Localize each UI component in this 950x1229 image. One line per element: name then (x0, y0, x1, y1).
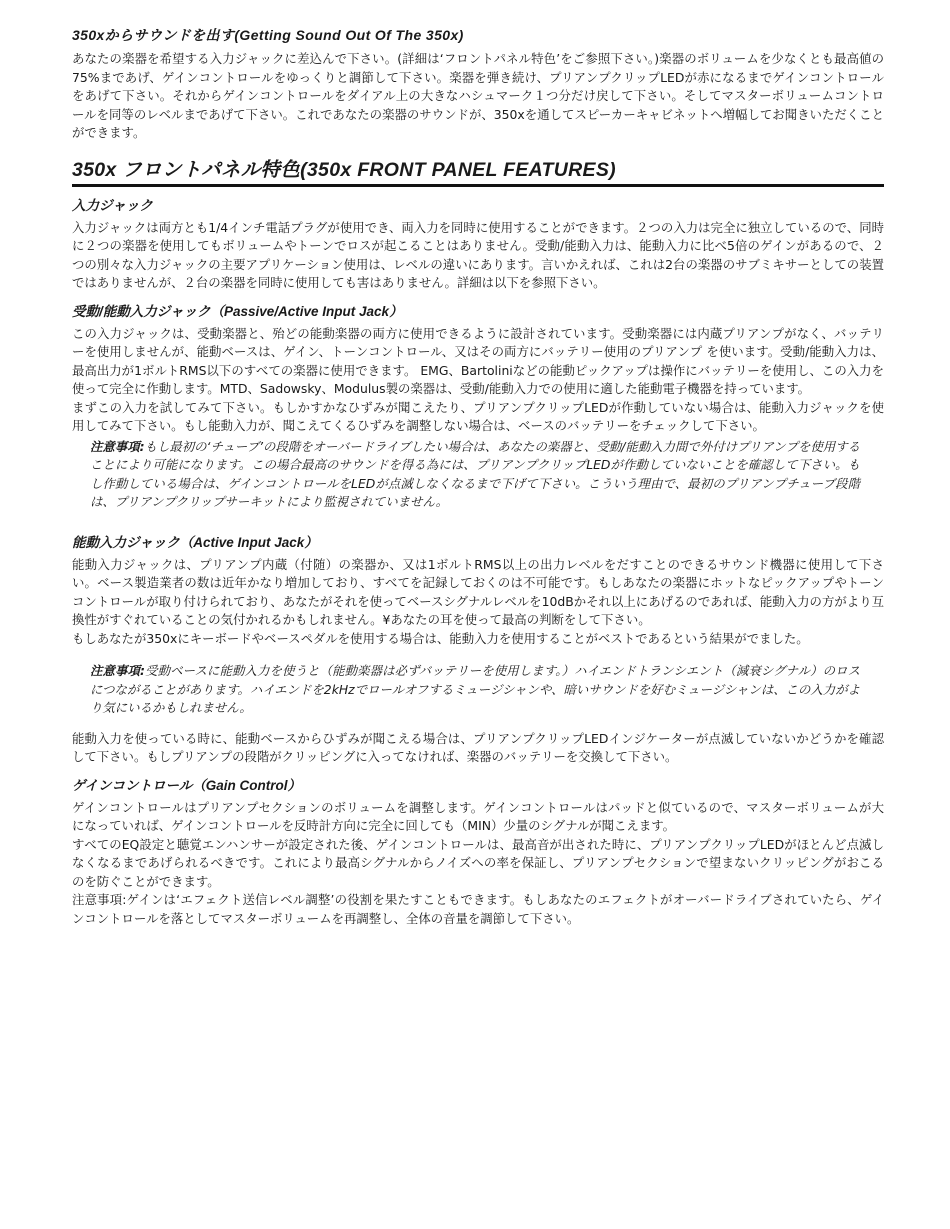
passive-active-paragraph-1: この入力ジャックは、受動楽器と、殆どの能動楽器の両方に使用できるように設計されています。受動楽器には内蔵プリアンプがなく、バッテリーを使用しませんが、能動ベースは、ゲイン、トーンコントロール、又はその両方にバッテリー使用のプリアンプ を使います。受動/能動入力は、最高出力が1ボルトRMS以下のすべての楽器に使用できます。 EMG、Bartoliniなどの能動ピックアップは操作にバッテリーを使用し、この入力を使って完全に作動します。MTD、Sadowsky、Modulus製の楽器は、受動/能動入力での使用に適した能動電子機器を持っています。 (72, 325, 884, 396)
active-input-paragraph-3: 能動入力を使っている時に、能動ベースからひずみが聞こえる場合は、プリアンプクリップLEDインジケーターが点滅していないかどうかを確認して下さい。もしプリアンプの段階がクリッピングに入ってなければ、楽器のバッテリーを交換して下さい。 (72, 730, 884, 764)
note-label: 注意事項: (90, 663, 145, 678)
note-label: 注意事項: (90, 438, 145, 454)
getting-sound-paragraph: あなたの楽器を希望する入力ジャックに差込んで下さい。(詳細は‘フロントパネル特色’をご参照下さい。)楽器のボリュームを少なくとも最高値の75%まであげ、ゲインコントロールをゆっくりと調節して下さい。楽器を弾き続け、プリアンプクリップLEDが赤になるまでゲインコントロールをあげて下さい。それからゲインコントロールをダイアル上の大きなハシュマーク１つ分だけ戻して下さい。そしてマスターボリュームコントロールを同等のレベルまであげて下さい。これであなたの楽器のサウンドが、350xを通してスピーカーキャビネットへ増幅してお聞きいただくことができます。 (72, 51, 884, 140)
gain-control-paragraph-3: 注意事項:ゲインは‘エフェクト送信レベル調整’の役割を果たすこともできます。もしあなたのエフェクトがオーバードライブされていたら、ゲインコントロールを落としてマスターボリュームを再調整し、全体の音量を調節して下さい。 (72, 892, 884, 926)
input-jack-heading: 入力ジャック (72, 197, 153, 213)
gain-control-paragraph-1: ゲインコントロールはプリアンプセクションのボリュームを調整します。ゲインコントロールはパッドと似ているので、マスターボリュームが大になっていれば、ゲインコントロールを反時計方向に完全に回しても（MIN）少量のシグナルが聞こえます。 (72, 799, 884, 833)
passive-active-paragraph-2: まずこの入力を試してみて下さい。もしかすかなひずみが聞こえたり、プリアンプクリップLEDが作動していない場合は、能動入力ジャックを使用してみて下さい。もし能動入力が、聞こえてくるひずみを調整しない場合は、ベースのバッテリーをチェックして下さい。 (72, 399, 884, 433)
note-text: もし最初の‘チューブ’の段階をオーバードライブしたい場合は、あなたの楽器と、受動/能動入力間で外付けプリアンプを使用することにより可能になります。この場合最高のサウンドを得る為には、プリアンプクリップLEDが作動していないことを確認して下さい。もし作動している場合は、ゲインコントロールをLEDが点滅しなくなるまで下げて下さい。こういう理由で、最初のプリアンプチューブ段階は、プリアンプクリップサーキットにより監視されていません。 (90, 438, 860, 509)
passive-active-jack-heading: 受動/能動入力ジャック（Passive/Active Input Jack） (72, 303, 403, 319)
front-panel-features-heading: 350x フロントパネル特色(350x FRONT PANEL FEATURES) (72, 157, 884, 187)
active-input-note (72, 662, 884, 718)
note-text: 受動ベースに能動入力を使うと（能動楽器は必ずバッテリーを使用します。）ハイエンドトランシエント（減衰シグナル）のロスにつながることがあります。ハイエンドを2kHzでロールオフするミュージシャンや、暗いサウンドを好むミュージシャンは、この入力がより気にいるかもしれません。 (90, 663, 860, 715)
section-heading-getting-sound: 350xからサウンドを出す(Getting Sound Out Of The 350x) (72, 27, 464, 43)
active-input-paragraph-2: もしあなたが350xにキーボードやベースペダルを使用する場合は、能動入力を使用することがベストであるという結果がでました。 (72, 630, 809, 646)
active-input-jack-heading: 能動入力ジャック（Active Input Jack） (72, 534, 318, 550)
gain-control-paragraph-2: すべてのEQ設定と聴覚エンハンサーが設定された後、ゲインコントロールは、最高音が出された時に、プリアンプクリップLEDがほとんど点滅しなくなるまであげられるべきです。これにより最高シグナルからノイズへの率を保証し、プリアンプセクションで望まないクリッピングがおこるのを防ぐことができます。 (72, 836, 884, 889)
passive-active-note (72, 438, 884, 512)
document-page (72, 26, 884, 928)
active-input-paragraph-1: 能動入力ジャックは、プリアンプ内蔵（付随）の楽器か、又は1ボルトRMS以上の出力レベルをだすことのできるサウンド機器に使用して下さい。ベース製造業者の数は近年かなり増加しており、すべてを記録しておくのは不可能です。もしあなたの楽器にホットなピックアップやトーンコントロールが取り付けられており、あなたがそれを使ってベースシグナルレベルを10dBかそれ以上にあげるのであれば、能動入力の方がより互換性がすぐれていることの気付かれるかもしれません。¥あなたの耳を使って最高の判断をして下さい。 (72, 556, 884, 627)
input-jack-paragraph: 入力ジャックは両方とも1/4インチ電話プラグが使用でき、両入力を同時に使用することができます。２つの入力は完全に独立しているので、同時に２つの楽器を使用してもボリュームやトーンでロスが起こることはありません。受動/能動入力は、能動入力に比べ5倍のゲインがあるので、２つの別々な入力ジャックの主要アプリケーション使用は、レベルの違いにあります。言いかえれば、これは2台の楽器のサブミキサーとしての装置ではありませんが、２台の楽器を同時に使用しても害はありません。詳細は以下を参照下さい。 (72, 219, 884, 290)
gain-control-heading: ゲインコントロール（Gain Control） (72, 777, 302, 793)
